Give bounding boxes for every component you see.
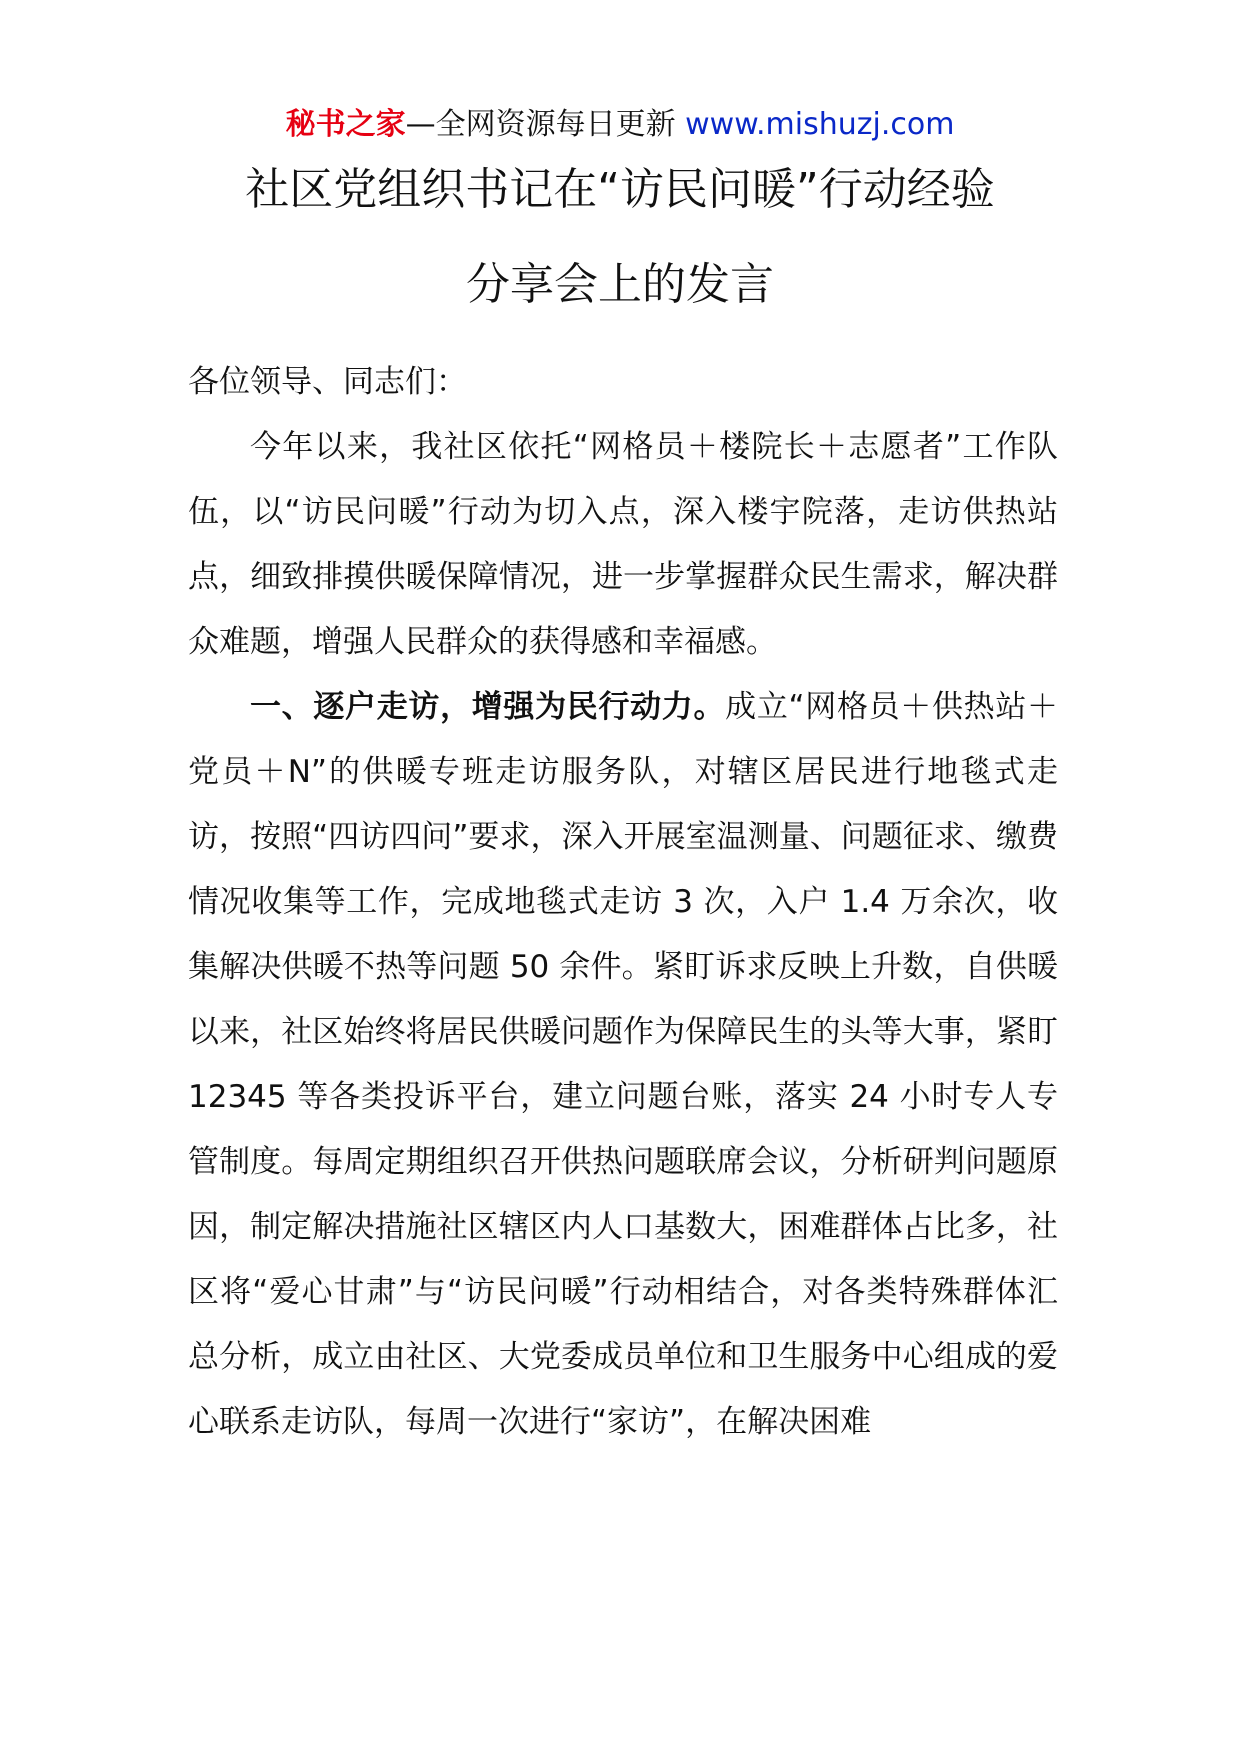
title-line-1: 社区党组织书记在“访民问暖”行动经验: [245, 164, 995, 215]
document-title: [0, 142, 1240, 332]
section-1-paragraph: [188, 675, 1058, 1455]
salutation: 各位领导、同志们：: [188, 364, 467, 400]
document-body: [188, 350, 1058, 1455]
intro-paragraph: 今年以来，我社区依托“网格员＋楼院长＋志愿者”工作队伍，以“访民问暖”行动为切入点，深入楼宇院落，走访供热站点，细致排摸供暖保障情况，进一步掌握群众民生需求，解决群众难题，增强人民群众的获得感和幸福感。: [188, 429, 1058, 660]
brand-name: 秘书之家: [285, 107, 406, 142]
section-1-heading: 一、逐户走访，增强为民行动力。: [250, 689, 726, 725]
title-line-2: 分享会上的发言: [466, 259, 774, 310]
site-slogan: —全网资源每日更新: [405, 107, 676, 142]
site-url-link[interactable]: www.mishuzj.com: [685, 107, 955, 142]
section-1-body: 成立“网格员＋供热站＋党员＋N”的供暖专班走访服务队，对辖区居民进行地毯式走访，按照“四访四问”要求，深入开展室温测量、问题征求、缴费情况收集等工作，完成地毯式走访 3 次，入户 1.4 万余次，收集解决供暖不热等问题 50 余件。紧盯诉求反映上升数，自供暖以来，社区始终将居民供暖问题作为保障民生的头等大事，紧盯 12345 等各类投诉平台，建立问题台账，落实 24 小时专人专管制度。每周定期组织召开供热问题联席会议，分析研判问题原因，制定解决措施社区辖区内人口基数大，困难群体占比多，社区将“爱心甘肃”与“访民问暖”行动相结合，对各类特殊群体汇总分析，成立由社区、大党委成员单位和卫生服务中心组成的爱心联系走访队，每周一次进行“家访”，在解决困难: [188, 689, 1059, 1440]
